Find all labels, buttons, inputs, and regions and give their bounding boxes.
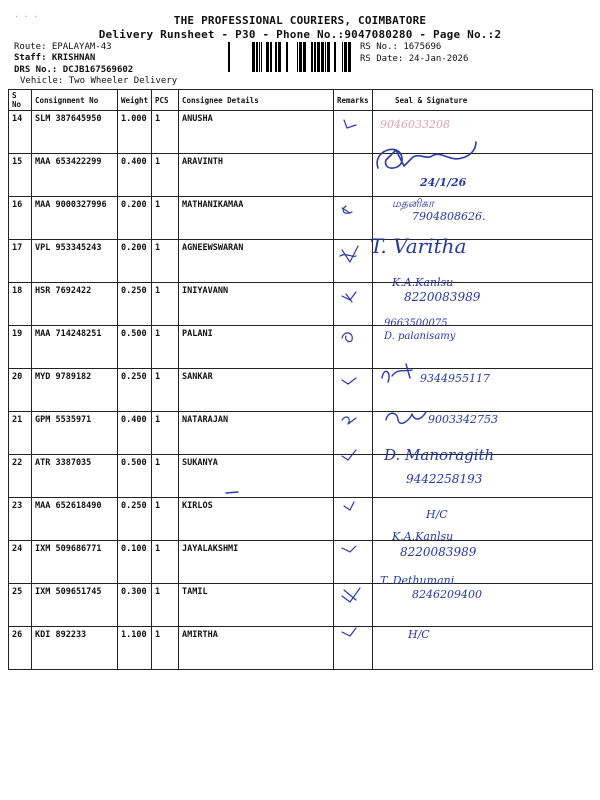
row-consignment-no: VPL 953345243 [32, 240, 118, 283]
row-consignee: INIYAVANN [179, 283, 334, 326]
r18-phone-handwriting: 8220083989 [404, 290, 481, 304]
row-weight: 0.500 [118, 326, 152, 369]
r18-remark-mark [342, 292, 356, 302]
r22-remark-mark [342, 450, 356, 460]
row-sno: 21 [9, 412, 32, 455]
row-pcs: 1 [152, 240, 179, 283]
row-pcs: 1 [152, 627, 179, 670]
row-sno: 24 [9, 541, 32, 584]
r14-remark-tick [344, 120, 356, 128]
r23-dash [226, 492, 238, 493]
r18-name-handwriting: K.A.Kanlsu [392, 276, 454, 289]
vehicle-label: Vehicle: Two Wheeler Delivery [20, 76, 178, 86]
r25-phone-handwriting: 8246209400 [412, 588, 482, 601]
row-weight: 0.300 [118, 584, 152, 627]
row-consignment-no: IXM 509686771 [32, 541, 118, 584]
row-consignment-no: MAA 652618490 [32, 498, 118, 541]
row-pcs: 1 [152, 541, 179, 584]
row-consignment-no: MAA 653422299 [32, 154, 118, 197]
r21-signature [386, 412, 426, 423]
r24-phone-handwriting: 8220083989 [400, 545, 477, 559]
row-sno: 22 [9, 455, 32, 498]
drs-label: DRS No.: DCJB167569602 [14, 65, 134, 75]
row-consignment-no: KDI 892233 [32, 627, 118, 670]
row-consignment-no: ATR 3387035 [32, 455, 118, 498]
scan-smudge: · · · [14, 12, 39, 21]
row-sno: 14 [9, 111, 32, 154]
staff-label: Staff: KRISHNAN [14, 53, 96, 63]
row-weight: 0.200 [118, 197, 152, 240]
row-consignment-no: MYD 9789182 [32, 369, 118, 412]
row-consignee: AGNEEWSWARAN [179, 240, 334, 283]
row-consignee: KIRLOS [179, 498, 334, 541]
col-sno: S No [9, 90, 32, 111]
row-pcs: 1 [152, 283, 179, 326]
row-pcs: 1 [152, 412, 179, 455]
r20-phone-handwriting: 9344955117 [420, 372, 490, 385]
row-consignment-no: MAA 714248251 [32, 326, 118, 369]
row-consignee: ANUSHA [179, 111, 334, 154]
row-sno: 20 [9, 369, 32, 412]
row-consignment-no: HSR 7692422 [32, 283, 118, 326]
row-consignee: SUKANYA [179, 455, 334, 498]
r16-remark-mark [342, 206, 352, 213]
row-weight: 0.400 [118, 412, 152, 455]
col-consignment: Consignment No [32, 90, 118, 111]
route-label: Route: EPALAYAM-43 [14, 42, 112, 52]
r24-remark-mark [342, 546, 356, 552]
row-sno: 26 [9, 627, 32, 670]
r26-note-handwriting: H/C [408, 628, 430, 641]
row-sno: 25 [9, 584, 32, 627]
row-consignee: SANKAR [179, 369, 334, 412]
runsheet-title: Delivery Runsheet - P30 - Phone No.:9047080280 - Page No.:2 [98, 28, 502, 41]
row-weight: 0.100 [118, 541, 152, 584]
row-pcs: 1 [152, 498, 179, 541]
col-weight: Weight [118, 90, 152, 111]
col-seal-signature: Seal & Signature [373, 90, 593, 111]
r17-remark-mark [340, 246, 358, 262]
row-pcs: 1 [152, 326, 179, 369]
row-consignee: PALANI [179, 326, 334, 369]
r25-name-handwriting: T. Dethumani [380, 574, 455, 587]
r22-phone-handwriting: 9442258193 [406, 472, 483, 486]
row-consignment-no: SLM 387645950 [32, 111, 118, 154]
r14-phone-handwriting: 9046033208 [380, 118, 450, 131]
row-weight: 0.250 [118, 283, 152, 326]
row-pcs: 1 [152, 584, 179, 627]
r25-remark-mark [342, 588, 360, 602]
row-pcs: 1 [152, 369, 179, 412]
row-pcs: 1 [152, 455, 179, 498]
row-consignee: NATARAJAN [179, 412, 334, 455]
r16-phone-handwriting: 7904808626. [412, 210, 486, 223]
company-name: THE PROFESSIONAL COURIERS, COIMBATORE [173, 14, 427, 27]
r24-name-handwriting: K.A.Kanlsu [392, 530, 454, 543]
row-sno: 15 [9, 154, 32, 197]
r21-phone-handwriting: 9003342753 [428, 413, 498, 426]
row-consignee: JAYALAKSHMI [179, 541, 334, 584]
r26-remark-mark [342, 628, 356, 636]
row-weight: 1.000 [118, 111, 152, 154]
r19-phone-handwriting: 9663500075. [384, 318, 451, 329]
r21-remark-mark [342, 417, 356, 424]
row-pcs: 1 [152, 197, 179, 240]
r19-name-handwriting: D. palanisamy [384, 331, 456, 342]
r23-remark-mark [344, 502, 354, 510]
row-sno: 18 [9, 283, 32, 326]
rs-number: RS No.: 1675696 [360, 42, 442, 52]
row-pcs: 1 [152, 111, 179, 154]
row-sno: 19 [9, 326, 32, 369]
row-pcs: 1 [152, 154, 179, 197]
r19-remark-mark [342, 333, 352, 342]
row-consignee: ARAVINTH [179, 154, 334, 197]
col-consignee: Consignee Details [179, 90, 334, 111]
row-weight: 0.400 [118, 154, 152, 197]
row-sno: 23 [9, 498, 32, 541]
row-consignment-no: GPM 5535971 [32, 412, 118, 455]
r20-remark-mark [342, 378, 356, 384]
r16-name-handwriting: மதனிகா [392, 197, 434, 210]
r15-signature [377, 142, 476, 168]
row-consignment-no: MAA 9000327996 [32, 197, 118, 240]
row-weight: 0.250 [118, 498, 152, 541]
rs-date: RS Date: 24-Jan-2026 [360, 54, 469, 64]
col-remarks: Remarks [334, 90, 373, 111]
row-consignee: TAMIL [179, 584, 334, 627]
r17-name-handwriting: T. Varitha [370, 234, 467, 258]
row-consignment-no: IXM 509651745 [32, 584, 118, 627]
row-sno: 16 [9, 197, 32, 240]
r22-name-handwriting: D. Manoragith [384, 446, 495, 464]
r23-note-handwriting: H/C [426, 508, 448, 521]
row-consignee: AMIRTHA [179, 627, 334, 670]
row-sno: 17 [9, 240, 32, 283]
row-weight: 0.200 [118, 240, 152, 283]
row-weight: 0.500 [118, 455, 152, 498]
r20-signature [382, 364, 412, 382]
row-weight: 0.250 [118, 369, 152, 412]
r15-date-handwriting: 24/1/26 [420, 176, 467, 189]
row-consignee: MATHANIKAMAA [179, 197, 334, 240]
col-pcs: PCS [152, 90, 179, 111]
row-weight: 1.100 [118, 627, 152, 670]
